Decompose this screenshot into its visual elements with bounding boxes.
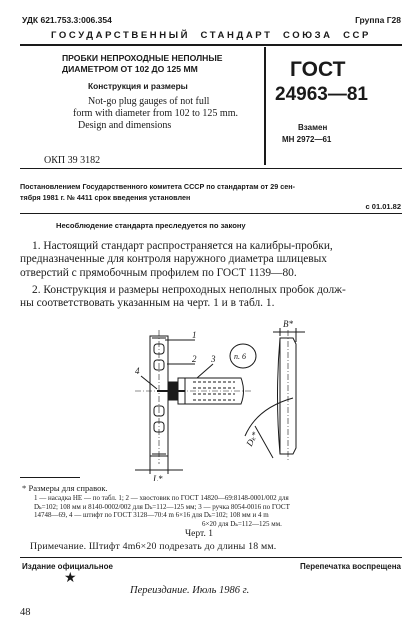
legend-line1: 1 — насадка НЕ — по табл. 1; 2 — хвостовик по ГОСТ 14820—69:8148-0001/002 для <box>34 494 289 502</box>
decree-date: с 01.01.82 <box>365 202 401 211</box>
paragraph-1 <box>20 240 402 280</box>
udk-code: УДК 621.753.3:006.354 <box>22 15 112 25</box>
title-ru-line1: ПРОБКИ НЕПРОХОДНЫЕ НЕПОЛНЫЕ <box>62 53 223 63</box>
technical-drawing <box>95 316 335 481</box>
note-text: Примечание. Штифт 4m6×20 подрезать до длины 18 мм. <box>30 541 277 552</box>
callout-4: 4 <box>135 366 140 376</box>
p2-line1: 2. Конструкция и размеры непроходных неполных пробок долж- <box>32 284 346 296</box>
okp-code: ОКП 39 3182 <box>44 155 101 166</box>
gost-label: ГОСТ <box>290 58 346 81</box>
star-mark: ★ <box>64 571 77 586</box>
instead-value: МН 2972—61 <box>282 135 332 144</box>
official-edition: Издание официальное <box>22 562 113 571</box>
title-en-line1: Not-go plug gauges of not full <box>88 96 210 107</box>
decree-line1: Постановлением Государственного комитета СССР по стандартам от 29 сен- <box>20 182 296 191</box>
reprint-forbidden: Перепечатка воспрещена <box>300 562 401 571</box>
footnote-star: * Размеры для справок. <box>22 483 108 493</box>
title-vertical-divider <box>264 47 266 165</box>
group-code: Группа Г28 <box>355 15 401 25</box>
title-ru-line2: ДИАМЕТРОМ ОТ 102 ДО 125 ММ <box>62 64 198 74</box>
paragraph-2 <box>20 284 402 311</box>
title-en-line3: Design and dimensions <box>78 120 172 131</box>
dimension-l: L* <box>153 474 163 481</box>
decree-divider <box>20 213 402 214</box>
standard-banner: ГОСУДАРСТВЕННЫЙ СТАНДАРТ СОЮЗА ССР <box>51 30 371 41</box>
p1-line2: предназначенные для контроля наружного диаметра шлицевых <box>20 253 328 266</box>
reissue-note: Переиздание. Июль 1986 г. <box>130 585 250 596</box>
figure-caption: Черт. 1 <box>185 529 213 539</box>
page-number: 48 <box>20 607 31 618</box>
title-divider <box>20 168 402 169</box>
footnote-legend <box>34 494 402 528</box>
footer-divider <box>20 557 402 558</box>
callout-1: 1 <box>192 330 197 340</box>
title-en-line2: form with diameter from 102 to 125 mm. <box>73 108 238 119</box>
dimension-dk: Dₖ* <box>244 430 260 448</box>
dimension-b: B* <box>283 319 293 329</box>
instead-label: Взамен <box>298 123 328 132</box>
legend-line2: Dₖ=102; 108 мм и 8140-0002/002 для Dₖ=112—125 мм; 3 — ручка 8054-0016 по ГОСТ <box>34 502 290 511</box>
subtitle-ru: Конструкция и размеры <box>88 81 188 91</box>
legend-line4: 6×20 для Dₖ=112—125 мм. <box>202 519 282 528</box>
decree-line2: тября 1981 г. № 4411 срок введения установлен <box>20 193 191 202</box>
footnote-divider <box>20 477 80 478</box>
header-divider <box>20 44 402 46</box>
law-notice: Несоблюдение стандарта преследуется по закону <box>56 221 246 230</box>
callout-p6: п. 6 <box>234 352 246 361</box>
p2-line2: ны соответствовать указанным на черт. 1 и в табл. 1. <box>20 297 275 310</box>
gost-number: 24963—81 <box>275 84 368 105</box>
p1-line3: отверстий с прямобочным профилем по ГОСТ 1139—80. <box>20 266 297 279</box>
callout-3: 3 <box>211 354 216 364</box>
callout-2: 2 <box>192 354 197 364</box>
legend-line3: 14748—69, 4 — штифт по ГОСТ 3128—70:4 m 6×16 для Dₖ=102; 108 мм и 4 m <box>34 511 269 519</box>
p1-line1: 1. Настоящий стандарт распространяется на калибры-пробки, <box>32 240 333 252</box>
